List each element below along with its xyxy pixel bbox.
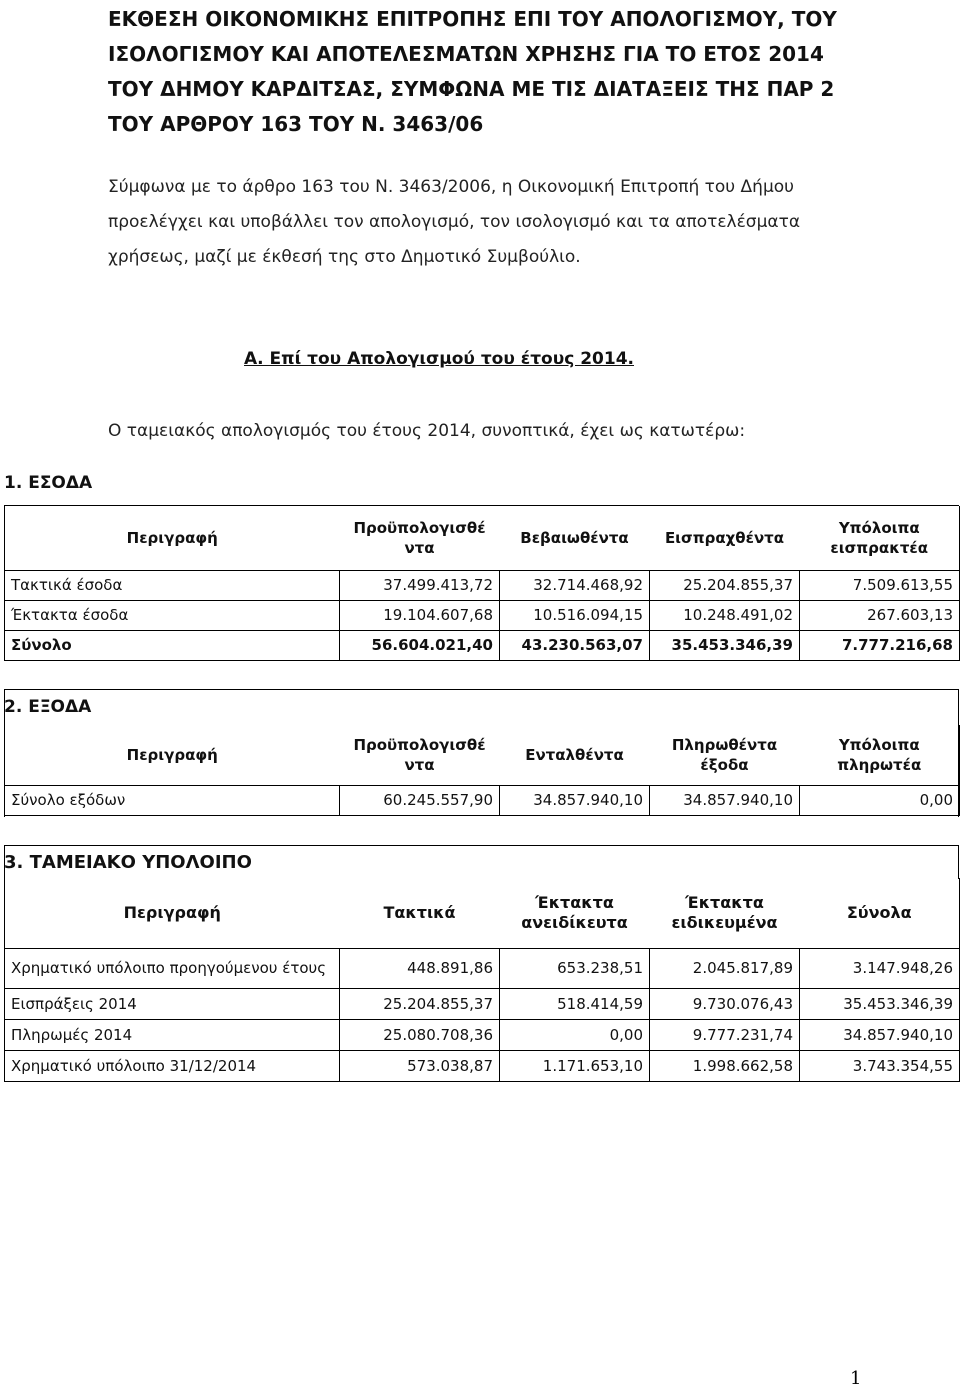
cash-box-left: [4, 845, 5, 879]
cash-col-header: Έκτακτα ειδικευμένα: [650, 878, 800, 948]
row-label: Χρηματικό υπόλοιπο προηγούμενου έτους: [5, 948, 340, 988]
page-number: 1: [850, 1368, 862, 1389]
section-a-heading: Α. Επί του Απολογισμού του έτους 2014.: [244, 349, 634, 369]
cash-col-header: Περιγραφή: [5, 878, 340, 948]
cell-value: 9.777.231,74: [650, 1019, 800, 1050]
table-row: [5, 988, 960, 1019]
cell-value: 34.857.940,10: [500, 785, 650, 815]
revenue-col-header: Βεβαιωθέντα: [520, 528, 629, 547]
row-label: Τακτικά έσοδα: [5, 570, 340, 600]
revenue-col-header: Εισπραχθέντα: [664, 528, 785, 547]
total-row: [5, 630, 960, 660]
table-row: [5, 600, 960, 630]
cell-value: 2.045.817,89: [650, 948, 800, 988]
cash-box-top: [4, 845, 959, 846]
cell-value: 25.080.708,36: [340, 1019, 500, 1050]
expenses-heading: 2. ΕΞΟΔΑ: [4, 697, 92, 717]
cell-value: 1.171.653,10: [500, 1050, 650, 1081]
cash-table: [4, 878, 960, 1082]
cell-value: 0,00: [800, 785, 960, 815]
cash-box-right: [958, 845, 959, 879]
row-label: Πληρωμές 2014: [5, 1019, 340, 1050]
cash-heading: 3. ΤΑΜΕΙΑΚΟ ΥΠΟΛΟΙΠΟ: [4, 852, 252, 873]
cell-value: 19.104.607,68: [340, 600, 500, 630]
expenses-table: [4, 725, 960, 816]
cell-value: 448.891,86: [340, 948, 500, 988]
cell-value: 35.453.346,39: [800, 988, 960, 1019]
cell-value: 1.998.662,58: [650, 1050, 800, 1081]
cell-value: 7.777.216,68: [800, 630, 960, 660]
cell-value: 32.714.468,92: [500, 570, 650, 600]
expenses-box-left: [4, 689, 5, 817]
table-row: [5, 570, 960, 600]
expenses-col-header: Ενταλθέντα: [500, 725, 650, 785]
cell-value: 10.516.094,15: [500, 600, 650, 630]
cell-value: 7.509.613,55: [800, 570, 960, 600]
cell-value: 34.857.940,10: [650, 785, 800, 815]
cell-value: 518.414,59: [500, 988, 650, 1019]
cell-value: 3.147.948,26: [800, 948, 960, 988]
cell-value: 10.248.491,02: [650, 600, 800, 630]
table-row: [5, 1050, 960, 1081]
expenses-col-header: Υπόλοιπα πληρωτέα: [800, 725, 960, 785]
expenses-col-header: Προϋπολογισθέ ντα: [340, 725, 500, 785]
report-title: ΕΚΘΕΣΗ ΟΙΚΟΝΟΜΙΚΗΣ ΕΠΙΤΡΟΠΗΣ ΕΠΙ ΤΟΥ ΑΠΟΛΟΓΙΣΜΟΥ, ΤΟΥ ΙΣΟΛΟΓΙΣΜΟΥ ΚΑΙ ΑΠΟΤΕΛΕΣΜΑΤΩΝ ΧΡΗΣΗΣ ΓΙΑ ΤΟ ΕΤΟΣ 2014 ΤΟΥ ΔΗΜΟΥ ΚΑΡΔΙΤΣΑΣ, ΣΥΜΦΩΝΑ ΜΕ ΤΙΣ ΔΙΑΤΑΞΕΙΣ ΤΗΣ ΠΑΡ 2 ΤΟΥ ΑΡΘΡΟΥ 163 ΤΟΥ Ν. 3463/06: [108, 7, 837, 136]
revenue-header-row: [5, 506, 960, 570]
row-label: Έκτακτα έσοδα: [5, 600, 340, 630]
table-row: [5, 1019, 960, 1050]
cell-value: 56.604.021,40: [340, 630, 500, 660]
table-row: [5, 785, 960, 815]
row-label: Σύνολο: [5, 630, 340, 660]
cell-value: 35.453.346,39: [650, 630, 800, 660]
cell-value: 653.238,51: [500, 948, 650, 988]
cash-col-header: Έκτακτα ανειδίκευτα: [500, 878, 650, 948]
row-label: Σύνολο εξόδων: [5, 785, 340, 815]
expenses-header-row: [5, 725, 960, 785]
cash-header-row: [5, 878, 960, 948]
summary-line: Ο ταμειακός απολογισμός του έτους 2014, συνοπτικά, έχει ως κατωτέρω:: [108, 421, 746, 441]
cell-value: 25.204.855,37: [340, 988, 500, 1019]
revenue-table: [4, 506, 960, 661]
revenue-col-header: Προϋπολογισθέ ντα: [353, 518, 486, 557]
cell-value: 0,00: [500, 1019, 650, 1050]
cell-value: 25.204.855,37: [650, 570, 800, 600]
cell-value: 267.603,13: [800, 600, 960, 630]
intro-paragraph: Σύμφωνα με το άρθρο 163 του Ν. 3463/2006, η Οικονομική Επιτροπή του Δήμου προελέγχει και υποβάλλει τον απολογισμό, τον ισολογισμό και τα αποτελέσματα χρήσεως, μαζί με έκθεσή της στο Δημοτικό Συμβούλιο.: [108, 177, 801, 267]
revenue-col-header: Υπόλοιπα εισπρακτέα: [800, 506, 960, 570]
cell-value: 60.245.557,90: [340, 785, 500, 815]
row-label: Χρηματικό υπόλοιπο 31/12/2014: [5, 1050, 340, 1081]
revenue-col-header: Περιγραφή: [5, 506, 340, 570]
cash-col-header: Σύνολα: [800, 878, 960, 948]
cell-value: 37.499.413,72: [340, 570, 500, 600]
expenses-col-header: Περιγραφή: [5, 725, 340, 785]
cell-value: 43.230.563,07: [500, 630, 650, 660]
table-row: [5, 948, 960, 988]
cell-value: 9.730.076,43: [650, 988, 800, 1019]
expenses-box-right: [958, 689, 959, 817]
cell-value: 3.743.354,55: [800, 1050, 960, 1081]
expenses-col-header: Πληρωθέντα έξοδα: [650, 725, 800, 785]
cell-value: 34.857.940,10: [800, 1019, 960, 1050]
cash-col-header: Τακτικά: [340, 878, 500, 948]
cell-value: 573.038,87: [340, 1050, 500, 1081]
revenue-heading: 1. ΕΣΟΔΑ: [4, 473, 93, 493]
expenses-box-top: [4, 689, 959, 690]
row-label: Εισπράξεις 2014: [5, 988, 340, 1019]
